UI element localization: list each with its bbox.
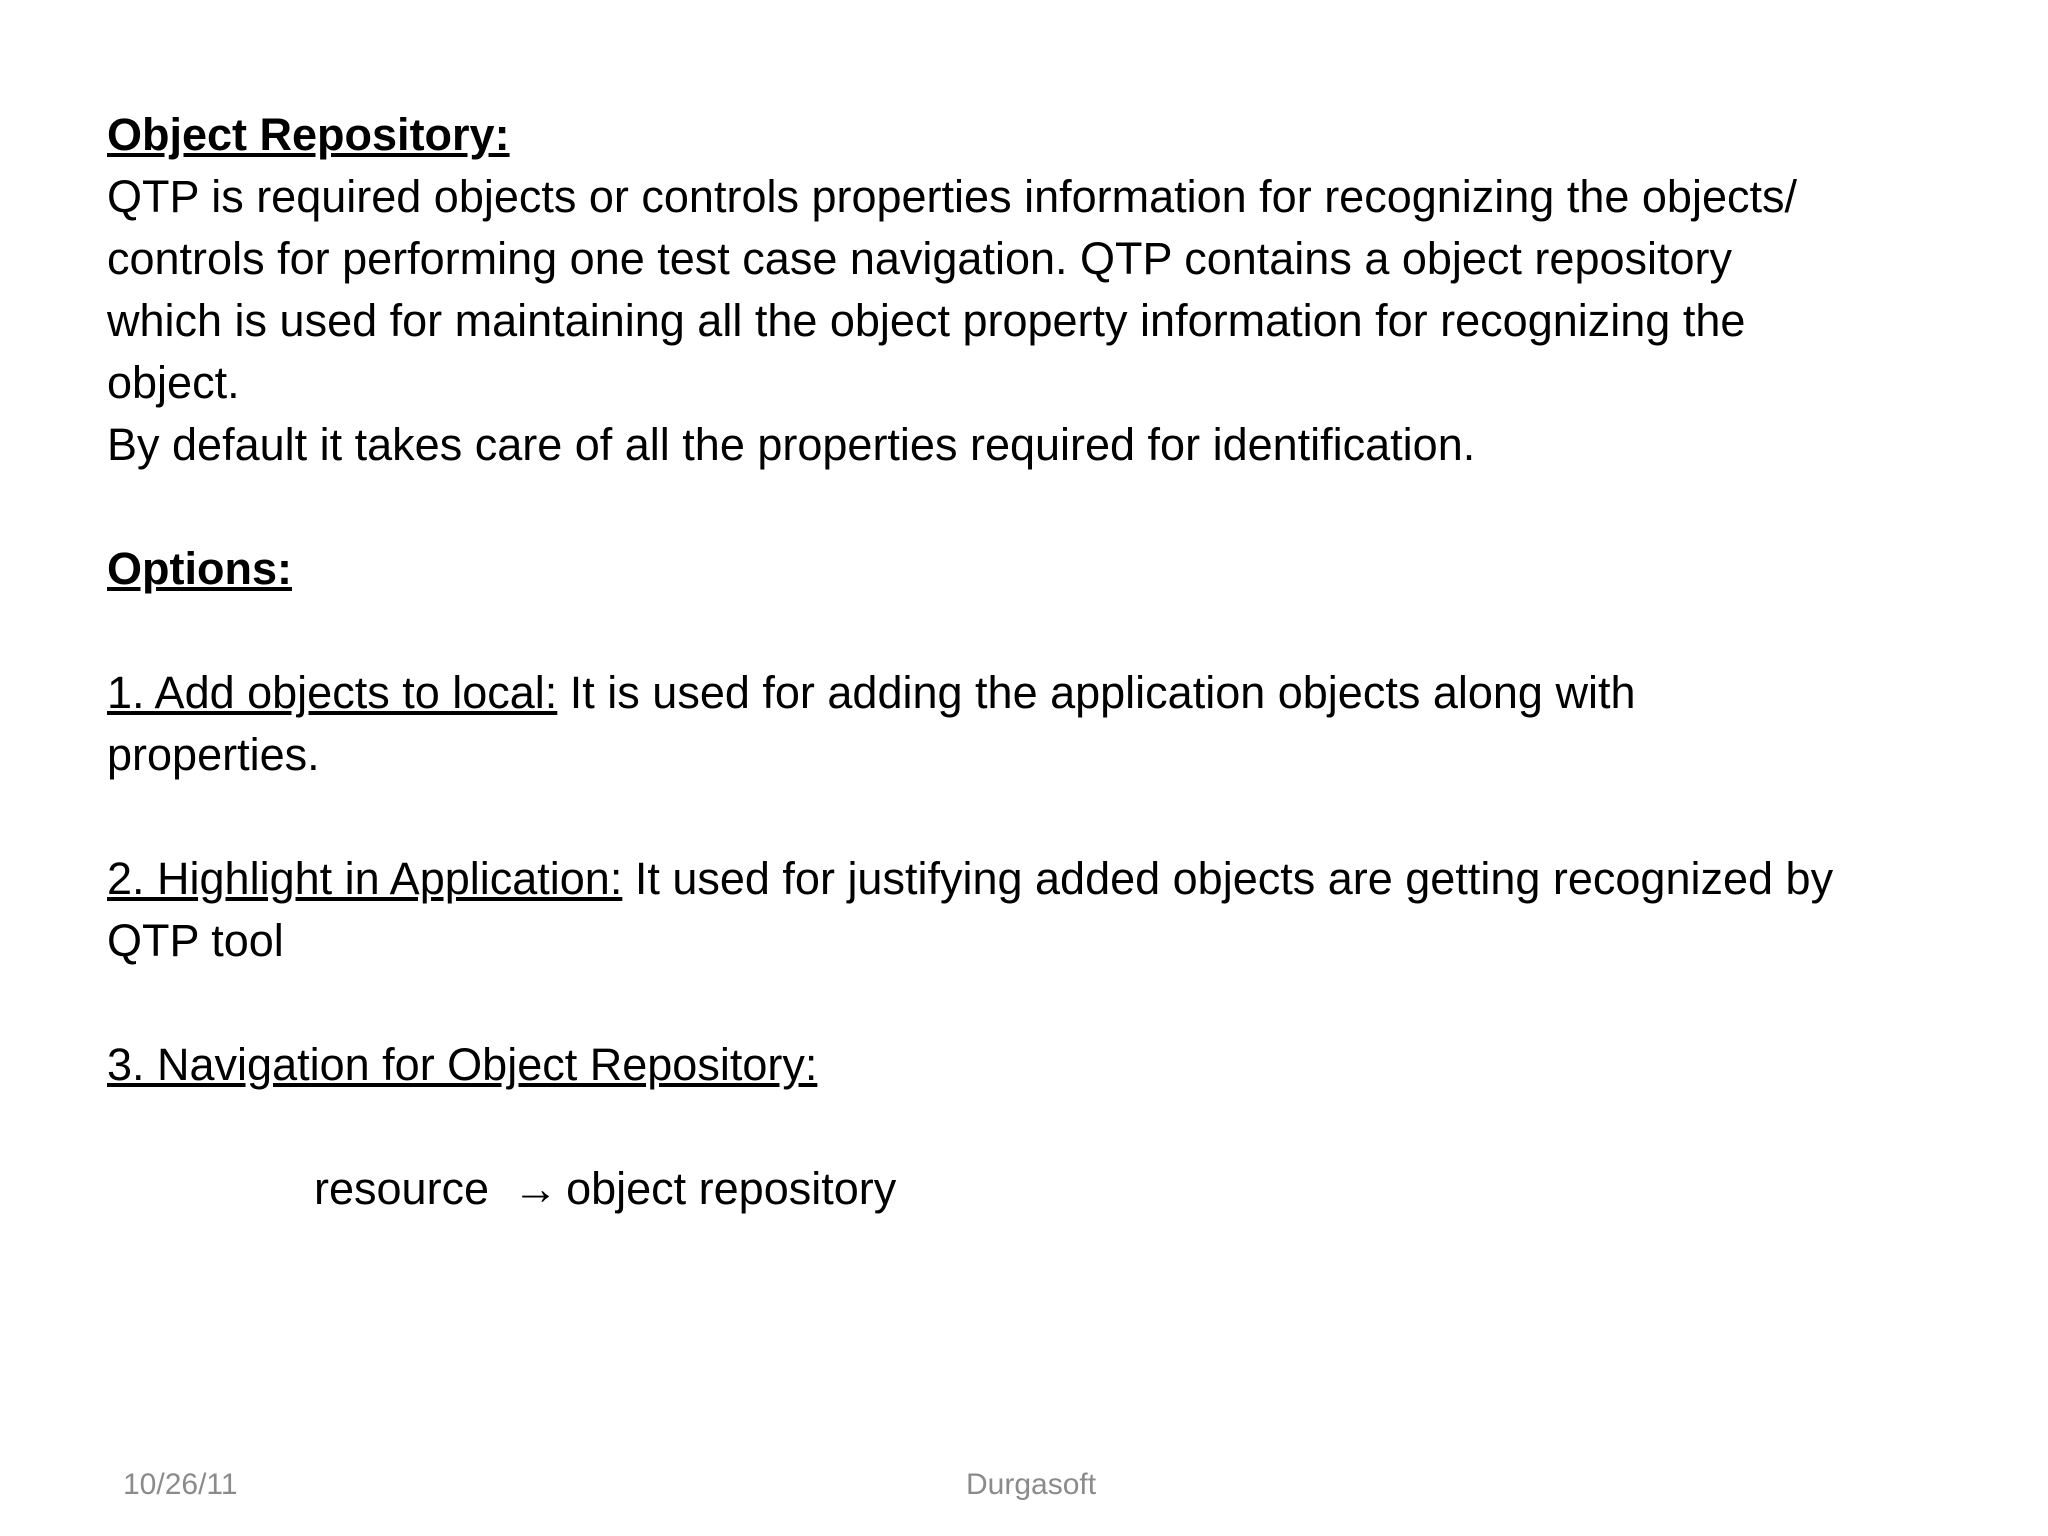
option-label: 2. Highlight in Application:: [107, 853, 623, 904]
option-text: It is used for adding the application objects along with: [557, 667, 1636, 718]
nav-to: object repository: [566, 1163, 897, 1214]
spacer: [107, 1096, 1987, 1158]
option-item-add-objects: [107, 662, 1987, 786]
option-text-continued: properties.: [107, 729, 320, 780]
option-label: 3. Navigation for Object Repository:: [107, 1039, 818, 1090]
right-arrow-icon: →: [513, 1163, 559, 1214]
option-text: It used for justifying added objects are getting recognized by: [622, 853, 1834, 904]
option-text-continued: QTP tool: [107, 915, 284, 966]
footer-date: 10/26/11: [123, 1468, 238, 1501]
body-line: object.: [107, 357, 240, 408]
spacer: [107, 972, 1987, 1034]
options-heading: Options:: [107, 543, 292, 594]
nav-from: resource: [314, 1163, 490, 1214]
footer-company: Durgasoft: [966, 1468, 1097, 1501]
body-line: By default it takes care of all the properties required for identification.: [107, 419, 1476, 470]
option-label: 1. Add objects to local:: [107, 667, 558, 718]
spacer: [107, 476, 1987, 538]
body-line: QTP is required objects or controls properties information for recognizing the objects/: [107, 171, 1797, 222]
option-item-highlight: [107, 848, 1987, 972]
spacer: [107, 600, 1987, 662]
body-line: which is used for maintaining all the object property information for recognizing the: [107, 295, 1746, 346]
section-object-repository: [107, 104, 1987, 476]
slide-body: [107, 104, 1987, 1220]
object-repository-heading: Object Repository:: [107, 109, 510, 160]
body-line: controls for performing one test case navigation. QTP contains a object repository: [107, 233, 1733, 284]
navigation-path: [107, 1158, 1987, 1220]
option-item-navigation: [107, 1034, 1987, 1096]
spacer: [107, 786, 1987, 848]
